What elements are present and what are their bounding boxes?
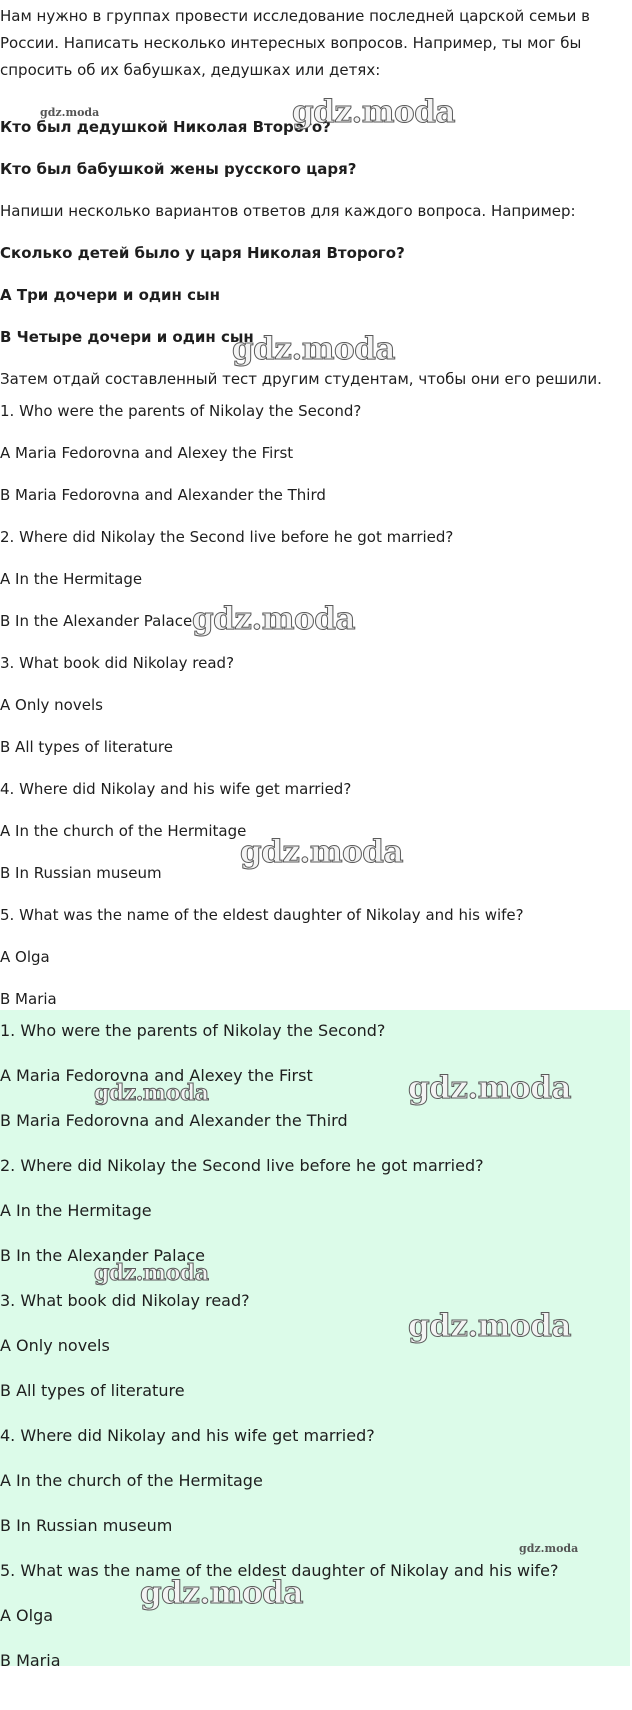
quiz-option-1b: B Maria Fedorovna and Alexander the Third — [0, 486, 326, 504]
quiz-option-4b: B In Russian museum — [0, 864, 162, 882]
quiz-question-5: 5. What was the name of the eldest daughter of Nikolay and his wife? — [0, 906, 524, 924]
quiz-option-3a: A Only novels — [0, 696, 103, 714]
watermark: gdz.moda — [408, 1070, 571, 1106]
answer-question-1: 1. Who were the parents of Nikolay the Second? — [0, 1021, 386, 1040]
answer-question-4: 4. Where did Nikolay and his wife get married? — [0, 1426, 375, 1445]
quiz-option-5a: A Olga — [0, 948, 50, 966]
quiz-option-2b: B In the Alexander Palace — [0, 612, 193, 630]
watermark: gdz.moda — [40, 106, 100, 119]
intro-paragraph: Нам нужно в группах провести исследование последней царской семьи в России. Написать несколько интересных вопросов. Например, ты мог бы спросить об их бабушках, дедушках или детях: — [0, 7, 590, 79]
example-question: Сколько детей было у царя Николая Второго? — [0, 244, 405, 262]
quiz-question-1: 1. Who were the parents of Nikolay the Second? — [0, 402, 362, 420]
closing-instruction: Затем отдай составленный тест другим студентам, чтобы они его решили. — [0, 370, 602, 388]
answer-option-5a: A Olga — [0, 1606, 54, 1625]
answer-option-2a: A In the Hermitage — [0, 1201, 152, 1220]
quiz-question-3: 3. What book did Nikolay read? — [0, 654, 235, 672]
watermark: gdz.moda — [519, 1542, 579, 1555]
answer-question-2: 2. Where did Nikolay the Second live before he got married? — [0, 1156, 484, 1175]
watermark: gdz.moda — [94, 1260, 209, 1286]
quiz-option-4a: A In the church of the Hermitage — [0, 822, 247, 840]
quiz-question-2: 2. Where did Nikolay the Second live before he got married? — [0, 528, 454, 546]
sample-question-2: Кто был бабушкой жены русского царя? — [0, 160, 357, 178]
quiz-option-5b: B Maria — [0, 990, 57, 1008]
quiz-question-4: 4. Where did Nikolay and his wife get married? — [0, 780, 352, 798]
watermark: gdz.moda — [140, 1575, 303, 1611]
answer-option-2b: B In the Alexander Palace — [0, 1246, 206, 1265]
quiz-option-3b: B All types of literature — [0, 738, 173, 756]
watermark: gdz.moda — [240, 834, 403, 870]
sample-question-1: Кто был дедушкой Николая Второго? — [0, 118, 331, 136]
quiz-option-1a: A Maria Fedorovna and Alexey the First — [0, 444, 294, 462]
answer-option-4b: B In Russian museum — [0, 1516, 173, 1535]
watermark: gdz.moda — [192, 601, 355, 637]
answer-option-3b: B All types of literature — [0, 1381, 185, 1400]
watermark: gdz.moda — [232, 331, 395, 367]
watermark: gdz.moda — [408, 1308, 571, 1344]
watermark: gdz.moda — [94, 1080, 209, 1106]
example-option-b: В Четыре дочери и один сын — [0, 328, 254, 346]
answer-option-3a: A Only novels — [0, 1336, 110, 1355]
answer-option-5b: B Maria — [0, 1651, 61, 1670]
watermark: gdz.moda — [292, 94, 455, 130]
example-option-a: А Три дочери и один сын — [0, 286, 220, 304]
answer-option-1b: B Maria Fedorovna and Alexander the Third — [0, 1111, 348, 1130]
variants-instruction: Напиши несколько вариантов ответов для каждого вопроса. Например: — [0, 202, 576, 220]
answer-question-5: 5. What was the name of the eldest daughter of Nikolay and his wife? — [0, 1561, 559, 1580]
answer-option-1a: A Maria Fedorovna and Alexey the First — [0, 1066, 313, 1085]
quiz-option-2a: A In the Hermitage — [0, 570, 143, 588]
answer-option-4a: A In the church of the Hermitage — [0, 1471, 263, 1490]
answer-question-3: 3. What book did Nikolay read? — [0, 1291, 250, 1310]
